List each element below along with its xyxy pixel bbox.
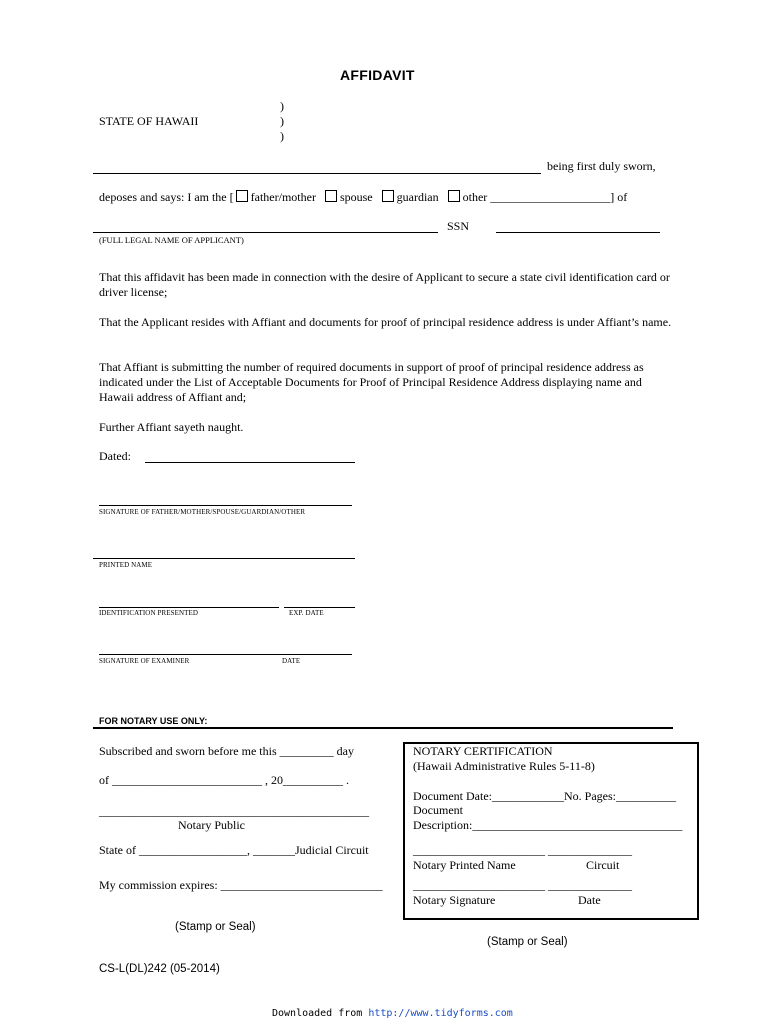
applicant-name-line[interactable]	[93, 232, 438, 233]
form-number: CS-L(DL)242 (05-2014)	[99, 963, 220, 975]
paragraph-residence: That the Applicant resides with Affiant and documents for proof of principal residence address is under Affiant’s name.	[99, 315, 672, 329]
stamp-left-label: (Stamp or Seal)	[175, 921, 256, 933]
document-label: Document	[413, 803, 463, 817]
being-first-duly-sworn: being first duly sworn,	[547, 159, 656, 173]
caption-paren-2: )	[280, 114, 284, 128]
examiner-line[interactable]	[99, 654, 352, 655]
notary-date-label: Date	[578, 893, 601, 907]
commission-expires-line: My commission expires: ___________________________	[99, 878, 383, 892]
id-presented-caption: IDENTIFICATION PRESENTED	[99, 609, 199, 617]
notary-public-label: Notary Public	[178, 818, 245, 832]
checkbox-father-mother[interactable]	[236, 190, 248, 202]
notary-signature-label: Notary Signature	[413, 893, 496, 907]
notary-heading: FOR NOTARY USE ONLY:	[99, 716, 208, 726]
document-title: AFFIDAVIT	[340, 67, 415, 83]
stamp-right-label: (Stamp or Seal)	[487, 936, 568, 948]
state-of-hawaii: STATE OF HAWAII	[99, 114, 199, 128]
signature-caption: SIGNATURE OF FATHER/MOTHER/SPOUSE/GUARDIAN/OTHER	[99, 508, 306, 516]
applicant-name-caption: (FULL LEGAL NAME OF APPLICANT)	[99, 235, 244, 245]
affiant-name-line[interactable]	[93, 173, 541, 174]
exp-date-line[interactable]	[284, 607, 355, 608]
certification-title: NOTARY CERTIFICATION	[413, 744, 553, 758]
circuit-label: Circuit	[586, 858, 620, 872]
signature-line[interactable]	[99, 505, 352, 506]
notary-printed-name-label: Notary Printed Name	[413, 858, 516, 872]
ssn-line[interactable]	[496, 232, 660, 233]
footer-prefix: Downloaded from	[272, 1008, 369, 1019]
subscribed-line: Subscribed and sworn before me this _________ day	[99, 744, 354, 758]
caption-paren-3: )	[280, 129, 284, 143]
id-presented-line[interactable]	[99, 607, 279, 608]
option-spouse: spouse	[339, 190, 373, 204]
option-other: other	[462, 190, 488, 204]
document-date-line: Document Date:____________No. Pages:__________	[413, 789, 676, 803]
description-line: Description:___________________________________	[413, 818, 683, 832]
deposes-prefix: deposes and says: I am the [	[99, 190, 234, 204]
ssn-label: SSN	[447, 219, 470, 233]
exp-date-caption: EXP. DATE	[289, 609, 324, 617]
dated-line[interactable]	[145, 462, 355, 463]
printed-name-sig-line[interactable]: ______________________ ______________	[413, 843, 632, 857]
other-suffix: ____________________] of	[490, 190, 628, 204]
state-of-circuit-line: State of __________________, _______Judicial Circuit	[99, 843, 369, 857]
deposes-line	[99, 190, 627, 205]
checkbox-guardian[interactable]	[382, 190, 394, 202]
option-guardian: guardian	[396, 190, 439, 204]
certification-rules: (Hawaii Administrative Rules 5-11-8)	[413, 759, 595, 773]
printed-name-line[interactable]	[93, 558, 355, 559]
paragraph-purpose: That this affidavit has been made in connection with the desire of Applicant to secure a state civil identification card or driver license;	[99, 270, 670, 299]
printed-name-caption: PRINTED NAME	[99, 561, 153, 569]
checkbox-spouse[interactable]	[325, 190, 337, 202]
examiner-caption: SIGNATURE OF EXAMINER	[99, 657, 190, 665]
notary-signature-line[interactable]: _____________________________________________	[99, 804, 369, 818]
examiner-date-caption: DATE	[282, 657, 301, 665]
paragraph-documents: That Affiant is submitting the number of required documents in support of proof of principal residence address as indicated under the List of Acceptable Documents for Proof of Principal Residence Address displaying name and Hawaii address of Affiant and;	[99, 360, 644, 404]
notary-signature-sig-line[interactable]: ______________________ ______________	[413, 878, 632, 892]
of-year-line: of _________________________ , 20__________ .	[99, 773, 349, 787]
checkbox-other[interactable]	[448, 190, 460, 202]
dated-label: Dated:	[99, 449, 131, 463]
option-father-mother: father/mother	[250, 190, 316, 204]
caption-paren-1: )	[280, 99, 284, 113]
notary-divider	[93, 727, 673, 729]
paragraph-sayeth: Further Affiant sayeth naught.	[99, 420, 244, 434]
tidyforms-link[interactable]: http://www.tidyforms.com	[368, 1008, 513, 1019]
download-footer	[272, 1008, 513, 1019]
